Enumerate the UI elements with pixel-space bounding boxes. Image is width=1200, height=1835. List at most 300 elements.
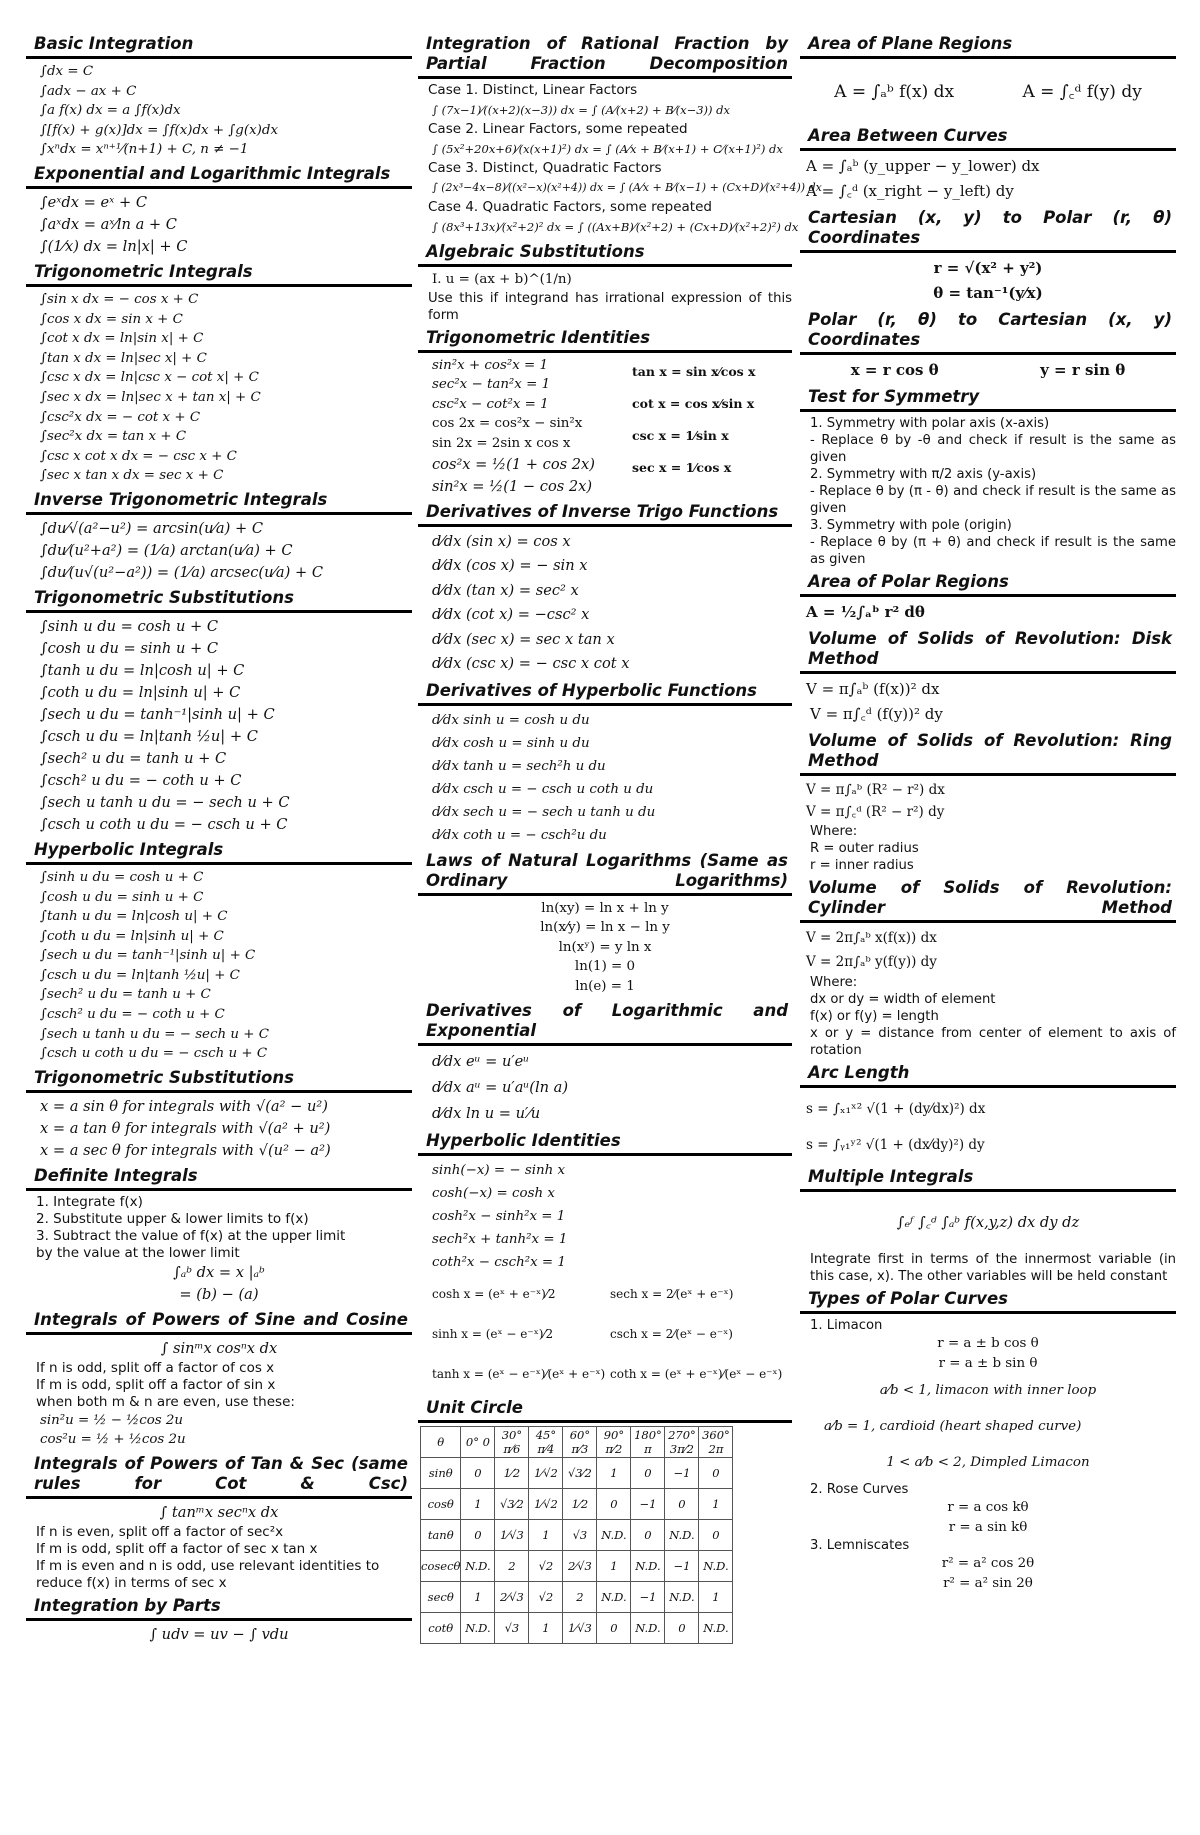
header-cell: 180° π (631, 1426, 665, 1457)
section-title: Derivatives of Hyperbolic Functions (418, 681, 792, 706)
formula: A = ∫ₐᵇ (y_upper − y_lower) dx (806, 157, 1040, 175)
section-title: Volume of Solids of Revolution: Cylinder Method (800, 878, 1176, 923)
header-cell: 30° π⁄6 (495, 1426, 529, 1457)
note: If m is odd, split off a factor of sin x (36, 1376, 276, 1393)
derivatives-log-exp (418, 1001, 792, 1127)
formula: x = a sin θ for integrals with √(a² − u²) (40, 1097, 328, 1115)
formula: ∫dx = C (40, 64, 94, 79)
step: 1. Integrate f(x) (36, 1193, 143, 1210)
column-1 (26, 34, 412, 1650)
table-cell: −1 (665, 1550, 699, 1581)
formula: ∫[f(x) + g(x)]dx = ∫f(x)dx + ∫g(x)dx (40, 122, 279, 138)
section-title: Basic Integration (26, 34, 412, 59)
formula: d⁄dx sinh u = cosh u du (432, 712, 590, 728)
case-label: Case 3. Distinct, Quadratic Factors (428, 160, 662, 176)
formula: x = r cos θ (850, 361, 939, 379)
table-cell: 2 (563, 1581, 597, 1612)
table-cell: N.D. (699, 1550, 733, 1581)
trig-substitutions-2 (26, 1068, 412, 1162)
column-3 (800, 34, 1176, 1598)
formula: r = a ± b cos θ (937, 1336, 1039, 1351)
formula: V = 2π∫ₐᵇ y(f(y)) dy (806, 954, 937, 970)
formula: d⁄dx (sec x) = sec x tan x (432, 630, 615, 648)
formula: ∫csch u coth u du = − csch u + C (40, 1046, 268, 1062)
table-cell: N.D. (461, 1550, 495, 1581)
table-cell: −1 (631, 1581, 665, 1612)
case-label: Case 1. Distinct, Linear Factors (428, 82, 638, 98)
derivatives-inverse-trig (418, 502, 792, 677)
note: If n is even, split off a factor of sec²x (36, 1524, 284, 1541)
formula: ∫a f(x) dx = a ∫f(x)dx (40, 103, 181, 119)
ring-method (800, 731, 1176, 874)
formula: ∫cot x dx = ln|sin x| + C (40, 331, 204, 347)
area-plane-regions (800, 34, 1176, 122)
formula: x = a sec θ for integrals with √(u² − a²) (40, 1141, 331, 1159)
formula: d⁄dx csch u = − csch u coth u du (432, 781, 654, 797)
formula: sin²x = ½(1 − cos 2x) (432, 477, 593, 495)
section-title: Volume of Solids of Revolution: Disk Method (800, 629, 1176, 674)
identity-pair (418, 1354, 792, 1394)
note: If m is odd, split off a factor of sec x tan x (36, 1541, 318, 1558)
identities-right (618, 356, 788, 498)
formula: r = a sin kθ (948, 1519, 1028, 1535)
row-label: cosθ (421, 1488, 461, 1519)
hyperbolic-integrals (26, 840, 412, 1064)
note: - Replace θ by -θ and check if result is the same as given (810, 433, 1176, 465)
formula: V = π∫꜀ᵈ (f(y))² dy (810, 705, 943, 723)
disk-method (800, 629, 1176, 727)
table-cell: 1⁄√3 (495, 1519, 529, 1550)
section-title: Trigonometric Identities (418, 328, 792, 353)
formula: V = π∫ₐᵇ (R² − r²) dx (806, 782, 945, 798)
formula: sinh(−x) = − sinh x (432, 1162, 566, 1178)
note: - Replace θ by (π + θ) and check if result is the same as given (810, 535, 1176, 567)
table-cell: 1 (529, 1612, 563, 1643)
formula: ∫ₐᵇ dx = x |ₐᵇ (173, 1263, 265, 1281)
formula: ∫ (2x³−4x−8)⁄((x²−x)(x²+4)) dx = ∫ (A⁄x + B⁄(x−1) + (Cx+D)⁄(x²+4)) dx (432, 181, 822, 194)
table-cell: √3⁄2 (495, 1488, 529, 1519)
formula: sinh x = (eˣ − e⁻ˣ)⁄2 (432, 1326, 554, 1341)
formula: s = ∫ₓ₁ˣ² √(1 + (dy⁄dx)²) dx (806, 1101, 986, 1117)
formula: ∫sec²x dx = tan x + C (40, 429, 187, 445)
formula: ln(e) = 1 (575, 978, 635, 994)
powers-tan-sec (26, 1454, 412, 1592)
table-row (421, 1488, 733, 1519)
formula: d⁄dx (cos x) = − sin x (432, 557, 588, 575)
table-cell: 2⁄√3 (495, 1581, 529, 1612)
algebraic-substitutions (418, 242, 792, 324)
header-cell: 45° π⁄4 (529, 1426, 563, 1457)
section-title: Integrals of Powers of Tan & Sec (same rules for Cot & Csc) (26, 1454, 412, 1499)
formula: d⁄dx tanh u = sech²h u du (432, 758, 606, 774)
section-title: Hyperbolic Identities (418, 1131, 792, 1156)
table-cell: −1 (631, 1488, 665, 1519)
identity-pair (418, 1314, 792, 1354)
note: If m is even and n is odd, use relevant identities to reduce f(x) in terms of sec x (36, 1558, 380, 1592)
formula: ∫csch u du = ln|tanh ½u| + C (40, 967, 240, 983)
polar-formulas (800, 358, 1176, 383)
formula: r² = a² sin 2θ (943, 1575, 1033, 1591)
section-title: Integrals of Powers of Sine and Cosine (26, 1310, 412, 1335)
polar-to-cartesian (800, 310, 1176, 383)
table-cell: 2⁄√3 (563, 1550, 597, 1581)
formula: coth²x − csch²x = 1 (432, 1254, 566, 1270)
section-title: Trigonometric Substitutions (26, 1068, 412, 1093)
formula: sec²x − tan²x = 1 (432, 377, 551, 393)
unit-circle (418, 1398, 792, 1644)
section-title: Laws of Natural Logarithms (Same as Ordinary Logarithms) (418, 851, 792, 896)
formula: ∫tan x dx = ln|sec x| + C (40, 350, 207, 366)
formula: ∫xⁿdx = xⁿ⁺¹⁄(n+1) + C, n ≠ −1 (40, 142, 249, 158)
formula: sec x = 1⁄cos x (632, 459, 732, 475)
powers-sine-cosine (26, 1310, 412, 1450)
table-cell: 1 (461, 1488, 495, 1519)
table-cell: N.D. (631, 1612, 665, 1643)
table-cell: 0 (461, 1519, 495, 1550)
table-cell: 1⁄2 (495, 1457, 529, 1488)
formula: = (b) − (a) (179, 1285, 259, 1303)
formula: ∫tanh u du = ln|cosh u| + C (40, 909, 228, 925)
note: Where: (810, 975, 858, 990)
section-title: Derivatives of Logarithmic and Exponential (418, 1001, 792, 1046)
formula: ∫coth u du = ln|sinh u| + C (40, 683, 241, 701)
note: Use this if integrand has irrational expression of this form (428, 290, 792, 323)
formula: 1 < a⁄b < 2, Dimpled Limacon (886, 1455, 1090, 1471)
table-cell: 0 (597, 1612, 631, 1643)
row-label: cotθ (421, 1612, 461, 1643)
formula: ∫ (7x−1)⁄((x+2)(x−3)) dx = ∫ (A⁄(x+2) + B⁄(x−3)) dx (432, 103, 731, 117)
basic-integration (26, 34, 412, 160)
hyperbolic-identities (418, 1131, 792, 1394)
formula: d⁄dx coth u = − csch²u du (432, 827, 607, 843)
trig-substitutions (26, 588, 412, 836)
section-title: Algebraic Substitutions (418, 242, 792, 267)
formula: d⁄dx (sin x) = cos x (432, 532, 571, 550)
table-row (421, 1581, 733, 1612)
section-title: Trigonometric Substitutions (26, 588, 412, 613)
formula: sin 2x = 2sin x cos x (432, 435, 571, 451)
section-title: Polar (r, θ) to Cartesian (x, y) Coordinates (800, 310, 1176, 355)
table-cell: √3 (563, 1519, 597, 1550)
formula: ∫csc x cot x dx = − csc x + C (40, 448, 237, 464)
formula: ∫csc x dx = ln|csc x − cot x| + C (40, 370, 259, 386)
formula: ∫du⁄(u√(u²−a²)) = (1⁄a) arcsec(u⁄a) + C (40, 563, 323, 581)
formula: r = a ± b sin θ (938, 1355, 1038, 1371)
table-cell: 0 (631, 1457, 665, 1488)
formula: sech x = 2⁄(eˣ + e⁻ˣ) (610, 1286, 734, 1301)
section-title: Inverse Trigonometric Integrals (26, 490, 412, 515)
multiple-integrals (800, 1167, 1176, 1285)
section-title: Cartesian (x, y) to Polar (r, θ) Coordinates (800, 208, 1176, 253)
unit-circle-table (420, 1426, 733, 1644)
formula: A = ∫꜀ᵈ (x_right − y_left) dy (806, 182, 1014, 200)
formula: I. u = (ax + b)^(1/n) (432, 272, 572, 287)
derivatives-hyperbolic (418, 681, 792, 847)
formula: ∫sinh u du = cosh u + C (40, 869, 204, 885)
identities-left (418, 356, 618, 498)
area-formulas (800, 62, 1176, 122)
formula: ∫ tanᵐx secⁿx dx (159, 1504, 279, 1522)
table-cell: −1 (665, 1457, 699, 1488)
formula: ∫eˣdx = eˣ + C (40, 193, 147, 211)
formula: y = r sin θ (1040, 361, 1126, 379)
note: Integrate first in terms of the innermost variable (in this case, x). The other variables will be held constant (810, 1252, 1176, 1284)
note: - Replace θ by (π - θ) and check if result is the same as given (810, 484, 1176, 516)
table-cell: 2 (495, 1550, 529, 1581)
section-title: Multiple Integrals (800, 1167, 1176, 1192)
note: x or y = distance from center of element to axis of rotation (810, 1026, 1176, 1058)
formula: ∫ udv = uv − ∫ vdu (149, 1626, 289, 1644)
header-cell: 60° π⁄3 (563, 1426, 597, 1457)
curve-label: 1. Limacon (810, 1318, 883, 1333)
section-title: Arc Length (800, 1063, 1176, 1088)
table-cell: 0 (699, 1519, 733, 1550)
trig-identities (418, 328, 792, 498)
row-label: sinθ (421, 1457, 461, 1488)
laws-natural-logarithms (418, 851, 792, 997)
formula: cos²u = ½ + ½cos 2u (40, 1432, 186, 1448)
formula: ∫sech² u du = tanh u + C (40, 987, 211, 1003)
table-cell: N.D. (665, 1519, 699, 1550)
formula: ∫aˣdx = aˣ⁄ln a + C (40, 215, 177, 233)
formula: s = ∫ᵧ₁ʸ² √(1 + (dx⁄dy)²) dy (806, 1137, 985, 1153)
table-cell: 1 (461, 1581, 495, 1612)
trig-integrals (26, 262, 412, 486)
formula: ∫sech u tanh u du = − sech u + C (40, 1026, 269, 1042)
formula: cosh(−x) = cosh x (432, 1185, 555, 1201)
formula: ∫sinh u du = cosh u + C (40, 617, 219, 635)
row-label: cosecθ (421, 1550, 461, 1581)
section-title: Integration by Parts (26, 1596, 412, 1621)
formula: ∫tanh u du = ln|cosh u| + C (40, 661, 245, 679)
formula: r = √(x² + y²) (933, 259, 1043, 277)
header-cell: 360° 2π (699, 1426, 733, 1457)
formula: d⁄dx ln u = u′⁄u (432, 1104, 541, 1122)
table-cell: 1⁄√2 (529, 1488, 563, 1519)
section-title: Trigonometric Integrals (26, 262, 412, 287)
curve-label: 3. Lemniscates (810, 1538, 910, 1554)
formula: ∫csch u coth u du = − csch u + C (40, 815, 288, 833)
formula: ∫cos x dx = sin x + C (40, 311, 183, 327)
formula: ∫du⁄√(a²−u²) = arcsin(u⁄a) + C (40, 519, 264, 537)
formula: r = a cos kθ (947, 1500, 1029, 1516)
table-cell: N.D. (631, 1550, 665, 1581)
table-cell: 0 (631, 1519, 665, 1550)
formula: ∫sec x dx = ln|sec x + tan x| + C (40, 389, 261, 405)
formula: ∫cosh u du = sinh u + C (40, 639, 219, 657)
formula: ∫cosh u du = sinh u + C (40, 889, 204, 905)
section-title: Area Between Curves (800, 126, 1176, 151)
table-cell: N.D. (597, 1581, 631, 1612)
section-title: Exponential and Logarithmic Integrals (26, 164, 412, 189)
formula: d⁄dx cosh u = sinh u du (432, 735, 590, 751)
formula: csc x = 1⁄sin x (632, 427, 729, 443)
table-cell: 0 (597, 1488, 631, 1519)
formula: sin²u = ½ − ½cos 2u (40, 1412, 184, 1428)
section-title: Area of Polar Regions (800, 572, 1176, 597)
formula: ∫sech u tanh u du = − sech u + C (40, 793, 290, 811)
formula: A = ∫ₐᵇ f(x) dx (834, 82, 955, 102)
formula: ∫csc²x dx = − cot x + C (40, 409, 201, 425)
case-label: Case 2. Linear Factors, some repeated (428, 121, 688, 137)
table-cell: 1 (699, 1581, 733, 1612)
identity-pair (418, 1274, 792, 1314)
formula: d⁄dx eᵘ = u′eᵘ (432, 1052, 530, 1070)
formula: coth x = (eˣ + e⁻ˣ)⁄(eˣ − e⁻ˣ) (610, 1366, 783, 1381)
header-cell: 0° 0 (461, 1426, 495, 1457)
formula: d⁄dx aᵘ = u′aᵘ(ln a) (432, 1078, 569, 1096)
exp-log-integrals (26, 164, 412, 258)
section-title: Test for Symmetry (800, 387, 1176, 412)
step: by the value at the lower limit (36, 1244, 240, 1261)
section-title: Types of Polar Curves (800, 1289, 1176, 1314)
test-for-symmetry (800, 387, 1176, 568)
step: 2. Substitute upper & lower limits to f(x) (36, 1210, 309, 1227)
formula: ln(xy) = ln x + ln y (541, 900, 669, 916)
area-polar-regions (800, 572, 1176, 625)
case-label: Case 4. Quadratic Factors, some repeated (428, 199, 712, 215)
table-cell: 0 (665, 1488, 699, 1519)
header-cell: θ (421, 1426, 461, 1457)
formula: ln(x⁄y) = ln x − ln y (540, 920, 670, 936)
header-cell: 270° 3π⁄2 (665, 1426, 699, 1457)
table-cell: 0 (665, 1612, 699, 1643)
table-cell: 1 (597, 1550, 631, 1581)
formula: tanh x = (eˣ − e⁻ˣ)⁄(eˣ + e⁻ˣ) (432, 1366, 606, 1381)
row-label: secθ (421, 1581, 461, 1612)
definite-integrals (26, 1166, 412, 1306)
table-cell: 1 (699, 1488, 733, 1519)
formula: d⁄dx sech u = − sech u tanh u du (432, 804, 656, 820)
formula: ∫sech u du = tanh⁻¹|sinh u| + C (40, 705, 275, 723)
note: when both m & n are even, use these: (36, 1393, 295, 1410)
formula: cot x = cos x⁄sin x (632, 395, 755, 411)
row-label: tanθ (421, 1519, 461, 1550)
note: R = outer radius (810, 841, 919, 856)
formula: ∫sin x dx = − cos x + C (40, 291, 199, 307)
formula: ∫csch u du = ln|tanh ½u| + C (40, 727, 258, 745)
formula: θ = tan⁻¹(y⁄x) (933, 284, 1043, 302)
types-polar-curves (800, 1289, 1176, 1594)
formula: x = a tan θ for integrals with √(a² + u²) (40, 1119, 331, 1137)
formula: sin²x + cos²x = 1 (432, 357, 549, 373)
note: Where: (810, 824, 858, 839)
formula: ∫ₑᶠ ∫꜀ᵈ ∫ₐᵇ f(x,y,z) dx dy dz (896, 1214, 1080, 1231)
section-title: Derivatives of Inverse Trigo Functions (418, 502, 792, 527)
table-cell: √3 (495, 1612, 529, 1643)
table-header-row (421, 1426, 733, 1457)
formula: ∫coth u du = ln|sinh u| + C (40, 928, 224, 944)
formula: ∫csch² u du = − coth u + C (40, 771, 242, 789)
formula: V = π∫꜀ᵈ (R² − r²) dy (806, 804, 945, 820)
table-cell: N.D. (699, 1612, 733, 1643)
table-row (421, 1612, 733, 1643)
table-cell: N.D. (461, 1612, 495, 1643)
inverse-trig-integrals (26, 490, 412, 584)
identities-grid (418, 356, 792, 498)
note: If n is odd, split off a factor of cos x (36, 1359, 275, 1376)
formula: cos 2x = cos²x − sin²x (432, 416, 583, 432)
formula: ∫sec x tan x dx = sec x + C (40, 468, 224, 484)
cylinder-method (800, 878, 1176, 1059)
formula: ∫ (8x³+13x)⁄(x²+2)² dx = ∫ ((Ax+B)⁄(x²+2) + (Cx+D)⁄(x²+2)²) dx (432, 220, 799, 234)
formula: cosh²x − sinh²x = 1 (432, 1208, 566, 1224)
step: 3. Subtract the value of f(x) at the upper limit (36, 1227, 346, 1244)
arc-length (800, 1063, 1176, 1163)
table-cell: 1 (529, 1519, 563, 1550)
section-title: Hyperbolic Integrals (26, 840, 412, 865)
formula: d⁄dx (cot x) = −csc² x (432, 606, 590, 624)
section-title: Volume of Solids of Revolution: Ring Method (800, 731, 1176, 776)
note: 3. Symmetry with pole (origin) (810, 518, 1012, 533)
formula: ∫sech u du = tanh⁻¹|sinh u| + C (40, 948, 256, 964)
header-cell: 90° π⁄2 (597, 1426, 631, 1457)
integration-by-parts (26, 1596, 412, 1646)
table-row (421, 1519, 733, 1550)
curve-label: 2. Rose Curves (810, 1482, 909, 1498)
formula: a⁄b < 1, limacon with inner loop (879, 1383, 1097, 1399)
formula: ∫sech² u du = tanh u + C (40, 749, 227, 767)
formula: ln(1) = 0 (574, 959, 636, 975)
note: r = inner radius (810, 858, 914, 873)
table-row (421, 1550, 733, 1581)
table-cell: 1⁄√3 (563, 1612, 597, 1643)
table-cell: N.D. (665, 1581, 699, 1612)
formula: cos²x = ½(1 + cos 2x) (432, 455, 595, 473)
formula: ∫adx − ax + C (40, 83, 137, 99)
note: 1. Symmetry with polar axis (x-axis) (810, 416, 1050, 431)
formula: r² = a² cos 2θ (941, 1556, 1035, 1572)
formula: d⁄dx (csc x) = − csc x cot x (432, 655, 630, 673)
table-cell: √2 (529, 1550, 563, 1581)
table-cell: 1⁄2 (563, 1488, 597, 1519)
cartesian-to-polar (800, 208, 1176, 306)
formula: ∫ sinᵐx cosⁿx dx (160, 1339, 278, 1357)
formula: ∫du⁄(u²+a²) = (1⁄a) arctan(u⁄a) + C (40, 541, 293, 559)
formula: ln(xʸ) = y ln x (558, 939, 652, 955)
section-title: Integration of Rational Fraction by Partial Fraction Decomposition (418, 34, 792, 79)
note: f(x) or f(y) = length (810, 1009, 939, 1024)
table-cell: √2 (529, 1581, 563, 1612)
formula: tan x = sin x⁄cos x (632, 363, 756, 379)
formula: csch x = 2⁄(eˣ − e⁻ˣ) (610, 1326, 733, 1341)
section-title: Unit Circle (418, 1398, 792, 1423)
partial-fractions (418, 34, 822, 238)
formula: a⁄b = 1, cardioid (heart shaped curve) (824, 1419, 1082, 1435)
note: dx or dy = width of element (810, 992, 996, 1007)
formula: ∫ (5x²+20x+6)⁄(x(x+1)²) dx = ∫ (A⁄x + B⁄(x+1) + C⁄(x+1)²) dx (432, 142, 783, 156)
formula: A = ½∫ₐᵇ r² dθ (806, 603, 925, 621)
table-cell: 1 (597, 1457, 631, 1488)
table-cell: N.D. (597, 1519, 631, 1550)
area-between-curves (800, 126, 1176, 204)
formula: ∫csch² u du = − coth u + C (40, 1007, 225, 1023)
section-title: Area of Plane Regions (800, 34, 1176, 59)
table-row (421, 1457, 733, 1488)
column-2 (418, 34, 822, 1648)
table-cell: √3⁄2 (563, 1457, 597, 1488)
formula: V = π∫ₐᵇ (f(x))² dx (806, 680, 940, 698)
formula: V = 2π∫ₐᵇ x(f(x)) dx (806, 930, 937, 946)
note: 2. Symmetry with π/2 axis (y-axis) (810, 467, 1037, 482)
table-cell: 0 (461, 1457, 495, 1488)
formula: d⁄dx (tan x) = sec² x (432, 581, 579, 599)
formula: sech²x + tanh²x = 1 (432, 1231, 568, 1247)
table-cell: 1⁄√2 (529, 1457, 563, 1488)
formula: csc²x − cot²x = 1 (432, 396, 549, 412)
table-cell: 0 (699, 1457, 733, 1488)
formula: ∫(1⁄x) dx = ln|x| + C (40, 237, 188, 255)
